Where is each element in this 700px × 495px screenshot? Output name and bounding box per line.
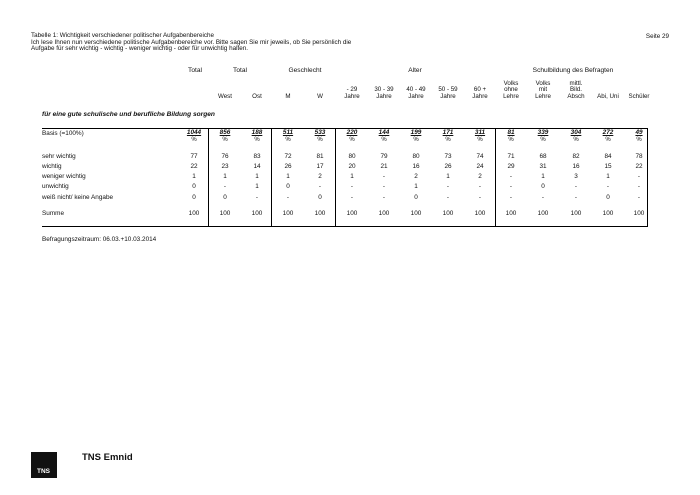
table-cell: 1 xyxy=(192,173,196,180)
table-cell: - xyxy=(255,194,259,201)
table-cell: 76 xyxy=(221,153,229,160)
basis-cell xyxy=(498,130,524,143)
table-top-rule xyxy=(42,128,648,129)
table-title-block xyxy=(31,33,351,53)
table-cell: - xyxy=(541,194,545,201)
basis-count: 220 xyxy=(346,129,358,136)
table-cell: 2 xyxy=(414,173,418,180)
table-cell: 73 xyxy=(444,153,452,160)
basis-cell xyxy=(307,130,333,143)
row-label: Summe xyxy=(42,210,65,217)
column-header: W xyxy=(317,92,323,100)
table-cell: - xyxy=(350,183,354,190)
table-cell: 22 xyxy=(635,163,643,170)
table-cell: 100 xyxy=(442,210,454,217)
table-cell: 100 xyxy=(378,210,390,217)
row-label: unwichtig xyxy=(42,183,69,190)
divider-gender xyxy=(335,128,336,226)
basis-cell xyxy=(371,130,397,143)
table-cell: - xyxy=(382,194,386,201)
table-cell: 0 xyxy=(192,194,196,201)
table-cell: 80 xyxy=(412,153,420,160)
divider-region xyxy=(271,128,272,226)
row-label: weiß nicht/ keine Angabe xyxy=(42,194,114,201)
table-cell: 16 xyxy=(572,163,580,170)
row-label: sehr wichtig xyxy=(42,153,76,160)
basis-label: Basis (=100%) xyxy=(42,130,84,137)
table-cell: - xyxy=(286,194,290,201)
basis-cell xyxy=(339,130,365,143)
table-cell: 21 xyxy=(380,163,388,170)
table-cell: 1 xyxy=(255,183,259,190)
table-cell: 78 xyxy=(635,153,643,160)
table-cell: 2 xyxy=(478,173,482,180)
column-header: mittl. Bild. Absch xyxy=(567,79,585,100)
group-schulbildung: Schulbildung des Befragten xyxy=(532,67,614,74)
basis-unit: % xyxy=(317,136,323,143)
basis-count: 1044 xyxy=(186,129,202,136)
table-cell: - xyxy=(509,173,513,180)
brand-name: TNS Emnid xyxy=(82,452,133,463)
basis-cell xyxy=(563,130,589,143)
basis-unit: % xyxy=(191,136,197,143)
basis-count: 81 xyxy=(507,129,515,136)
table-cell: - xyxy=(223,183,227,190)
table-cell: 23 xyxy=(221,163,229,170)
table-cell: 1 xyxy=(414,183,418,190)
column-header: Volks ohne Lehre xyxy=(503,79,519,100)
basis-unit: % xyxy=(222,136,228,143)
basis-count: 511 xyxy=(282,129,294,136)
table-cell: - xyxy=(637,194,641,201)
table-cell: - xyxy=(382,173,386,180)
column-header: M xyxy=(285,92,291,100)
table-cell: - xyxy=(318,183,322,190)
table-cell: 100 xyxy=(251,210,263,217)
table-cell: - xyxy=(350,194,354,201)
basis-unit: % xyxy=(540,136,546,143)
column-header: 30 - 39 Jahre xyxy=(374,86,394,100)
group-total-1: Total xyxy=(188,67,202,74)
table-cell: 15 xyxy=(604,163,612,170)
basis-cell xyxy=(530,130,556,143)
table-cell: 68 xyxy=(539,153,547,160)
column-header: 60 + Jahre xyxy=(472,86,488,100)
basis-cell xyxy=(467,130,493,143)
table-cell: 72 xyxy=(284,153,292,160)
survey-period: Befragungszeitraum: 06.03.+10.03.2014 xyxy=(42,236,157,243)
basis-unit: % xyxy=(381,136,387,143)
table-cell: 71 xyxy=(507,153,515,160)
table-cell: - xyxy=(574,183,578,190)
table-cell: 0 xyxy=(223,194,227,201)
table-cell: 1 xyxy=(446,173,450,180)
table-cell: 26 xyxy=(284,163,292,170)
row-label: wichtig xyxy=(42,163,62,170)
table-cell: 100 xyxy=(633,210,645,217)
divider-total xyxy=(208,128,209,226)
basis-unit: % xyxy=(573,136,579,143)
basis-count: 311 xyxy=(474,129,486,136)
basis-count: 144 xyxy=(378,129,390,136)
table-cell: 0 xyxy=(606,194,610,201)
basis-unit: % xyxy=(285,136,291,143)
basis-count: 49 xyxy=(635,129,643,136)
table-cell: 100 xyxy=(188,210,200,217)
table-cell: 100 xyxy=(346,210,358,217)
table-cell: 1 xyxy=(350,173,354,180)
basis-cell xyxy=(435,130,461,143)
section-title: für eine gute schulische und berufliche Bildung sorgen xyxy=(42,111,215,118)
table-cell: - xyxy=(382,183,386,190)
table-cell: - xyxy=(478,183,482,190)
table-cell: - xyxy=(637,173,641,180)
table-cell: 1 xyxy=(541,173,545,180)
tns-logo-text: TNS xyxy=(37,468,50,475)
table-cell: 100 xyxy=(282,210,294,217)
basis-cell xyxy=(275,130,301,143)
table-cell: 24 xyxy=(476,163,484,170)
table-cell: - xyxy=(574,194,578,201)
table-cell: - xyxy=(606,183,610,190)
question-line-1: Ich lese Ihnen nun verschiedene politische Aufgabenbereiche vor. Bitte sagen Sie mir jeweils, ob Sie persönlich die xyxy=(31,38,352,46)
table-cell: 0 xyxy=(192,183,196,190)
table-cell: 100 xyxy=(314,210,326,217)
column-header: Ost xyxy=(252,92,262,100)
basis-count: 304 xyxy=(570,129,582,136)
table-cell: 84 xyxy=(604,153,612,160)
table-cell: 1 xyxy=(223,173,227,180)
table-cell: 26 xyxy=(444,163,452,170)
table-cell: 82 xyxy=(572,153,580,160)
basis-unit: % xyxy=(605,136,611,143)
question-line-2: Aufgabe für sehr wichtig - wichtig - weniger wichtig - oder für unwichtig halten. xyxy=(31,45,248,53)
basis-unit: % xyxy=(636,136,642,143)
basis-count: 339 xyxy=(537,129,549,136)
table-cell: 100 xyxy=(537,210,549,217)
basis-cell xyxy=(595,130,621,143)
table-cell: - xyxy=(509,194,513,201)
basis-cell xyxy=(212,130,238,143)
basis-cell xyxy=(626,130,652,143)
basis-unit: % xyxy=(477,136,483,143)
table-cell: 100 xyxy=(602,210,614,217)
table-cell: 0 xyxy=(318,194,322,201)
table-cell: - xyxy=(446,194,450,201)
basis-count: 199 xyxy=(410,129,422,136)
table-cell: 20 xyxy=(348,163,356,170)
basis-unit: % xyxy=(508,136,514,143)
column-header: - 29 Jahre xyxy=(344,86,360,100)
table-bottom-rule xyxy=(42,226,648,227)
column-header: West xyxy=(218,92,232,100)
group-geschlecht: Geschlecht xyxy=(288,67,322,74)
table-cell: 17 xyxy=(316,163,324,170)
table-cell: 77 xyxy=(190,153,198,160)
basis-unit: % xyxy=(254,136,260,143)
basis-count: 533 xyxy=(314,129,326,136)
column-header: Schüler xyxy=(628,92,650,100)
table-cell: 2 xyxy=(318,173,322,180)
column-header: 50 - 59 Jahre xyxy=(438,86,458,100)
basis-cell xyxy=(403,130,429,143)
basis-count: 272 xyxy=(602,129,614,136)
table-cell: 16 xyxy=(412,163,420,170)
basis-cell xyxy=(244,130,270,143)
table-cell: 3 xyxy=(574,173,578,180)
table-cell: 100 xyxy=(570,210,582,217)
table-cell: - xyxy=(509,183,513,190)
basis-count: 856 xyxy=(219,129,231,136)
table-cell: 100 xyxy=(219,210,231,217)
table-cell: 0 xyxy=(541,183,545,190)
table-cell: 1 xyxy=(255,173,259,180)
basis-unit: % xyxy=(413,136,419,143)
table-cell: 0 xyxy=(286,183,290,190)
table-cell: 100 xyxy=(474,210,486,217)
column-header: Volks mit Lehre xyxy=(535,79,551,100)
tns-logo xyxy=(31,452,57,478)
table-title: Tabelle 1: Wichtigkeit verschiedener politischer Aufgabenbereiche xyxy=(31,32,215,39)
page-number: Seite 29 xyxy=(645,33,669,40)
table-cell: 31 xyxy=(539,163,547,170)
table-cell: - xyxy=(637,183,641,190)
table-cell: 100 xyxy=(505,210,517,217)
table-cell: 14 xyxy=(253,163,261,170)
row-label: weniger wichtig xyxy=(42,173,86,180)
basis-unit: % xyxy=(349,136,355,143)
table-cell: 74 xyxy=(476,153,484,160)
column-header: 40 - 49 Jahre xyxy=(406,86,426,100)
table-cell: 79 xyxy=(380,153,388,160)
basis-count: 171 xyxy=(442,129,454,136)
group-alter: Alter xyxy=(408,67,422,74)
basis-unit: % xyxy=(445,136,451,143)
table-cell: 29 xyxy=(507,163,515,170)
divider-age xyxy=(495,128,496,226)
table-cell: 0 xyxy=(414,194,418,201)
table-cell: 22 xyxy=(190,163,198,170)
table-cell: 83 xyxy=(253,153,261,160)
table-cell: 1 xyxy=(286,173,290,180)
column-header: Abi, Uni xyxy=(597,92,619,100)
group-total-2: Total xyxy=(233,67,247,74)
table-cell: - xyxy=(478,194,482,201)
table-cell: 100 xyxy=(410,210,422,217)
table-cell: 1 xyxy=(606,173,610,180)
basis-cell xyxy=(181,130,207,143)
basis-count: 188 xyxy=(251,129,263,136)
table-cell: 80 xyxy=(348,153,356,160)
table-cell: 81 xyxy=(316,153,324,160)
table-cell: - xyxy=(446,183,450,190)
